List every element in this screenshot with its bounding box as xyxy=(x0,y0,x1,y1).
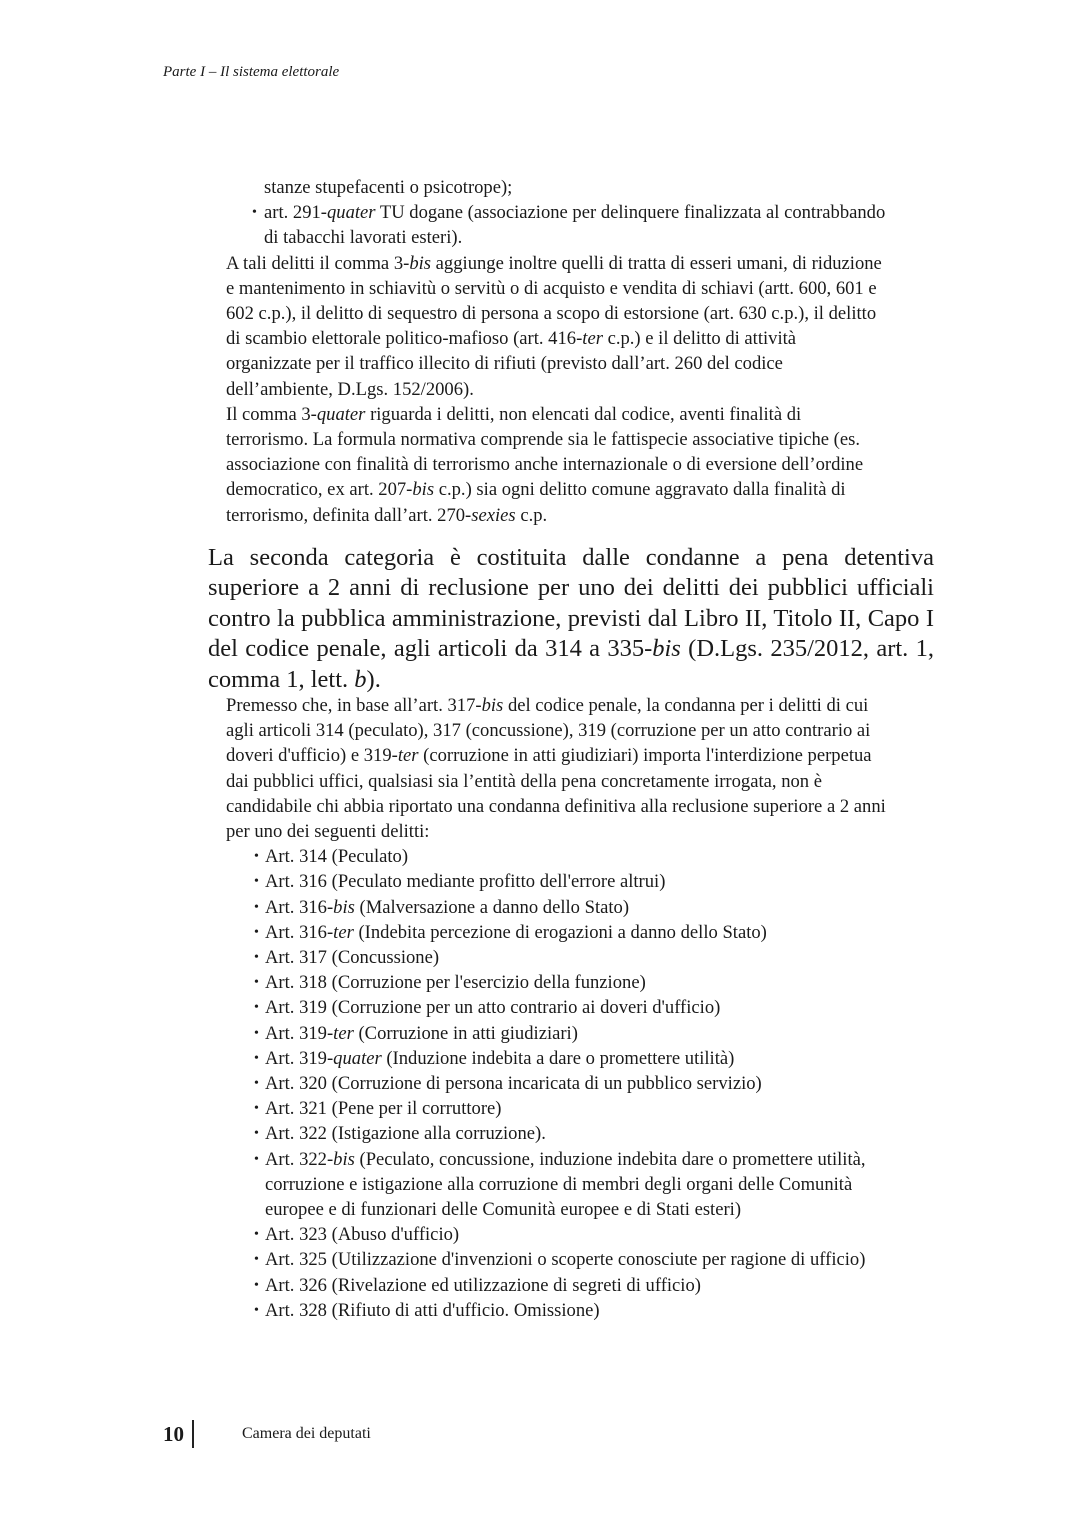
list-item-continuation: stanze stupefacenti o psicotrope); xyxy=(264,177,513,198)
publisher-name: Camera dei deputati xyxy=(242,1425,371,1442)
list-item: • Art. 322-bis (Peculato, concussione, induzione indebita dare o promettere utilità, corruzione e istigazione alla corruzione di membri degli organi delle Comunità europee e di funzionari delle Comunità europee e di Stati esteri) xyxy=(226,1147,886,1223)
list-item: • Art. 314 (Peculato) xyxy=(226,844,886,869)
paragraph-comma-3quater: Il comma 3-quater riguarda i delitti, non elencati dal codice, aventi finalità di terrorismo. La formula normativa comprende sia le fattispecie associative tipiche (es. associazione con finalità di terrorismo anche internazionale o di eversione dell’ordine democratico, ex art. 207-bis c.p.) sia ogni delitto comune aggravato dalla finalità di terrorismo, definita dall’art. 270-sexies c.p. xyxy=(226,403,864,526)
list-item: • Art. 317 (Concussione) xyxy=(226,945,886,970)
terrorism-crimes-block xyxy=(226,175,886,528)
list-item: • Art. 316-ter (Indebita percezione di erogazioni a danno dello Stato) xyxy=(226,920,886,945)
list-item: • Art. 316-bis (Malversazione a danno dello Stato) xyxy=(226,895,886,920)
second-category-paragraph: La seconda categoria è costituita dalle condanne a pena detentiva superiore a 2 anni di reclusione per uno dei delitti dei pubblici ufficiali contro la pubblica amministrazione, previsti dal Libro II, Titolo II, Capo I del codice penale, agli articoli da 314 a 335-bis (D.Lgs. 235/2012, art. 1, comma 1, lett. b). xyxy=(208,544,934,693)
footer-divider xyxy=(192,1420,194,1448)
running-head: Parte I – Il sistema elettorale xyxy=(163,64,340,80)
list-item: • Art. 316 (Peculato mediante profitto dell'errore altrui) xyxy=(226,869,886,894)
intro-paragraph: Premesso che, in base all’art. 317-bis del codice penale, la condanna per i delitti di cui agli articoli 314 (peculato), 317 (concussione), 319 (corruzione per un atto contrario ai doveri d'ufficio) e 319-ter (corruzione in atti giudiziari) importa l'interdizione perpetua dai pubblici uffici, qualsiasi sia l’entità della pena concretamente irrogata, non è candidabile chi abbia riportato una condanna definitiva alla reclusione superiore a 2 anni per uno dei seguenti delitti: xyxy=(226,695,886,843)
list-item: • Art. 318 (Corruzione per l'esercizio della funzione) xyxy=(226,970,886,995)
list-item: • Art. 325 (Utilizzazione d'invenzioni o scoperte conosciute per ragione di ufficio) xyxy=(226,1247,886,1272)
list-item: • Art. 320 (Corruzione di persona incaricata di un pubblico servizio) xyxy=(226,1071,886,1096)
list-item: • Art. 323 (Abuso d'ufficio) xyxy=(226,1222,886,1247)
page-number: 10 xyxy=(163,1421,184,1446)
articles-block xyxy=(226,693,886,1323)
list-item: • Art. 322 (Istigazione alla corruzione). xyxy=(226,1121,886,1146)
page-footer xyxy=(163,1420,371,1448)
list-item: • Art. 319-quater (Induzione indebita a dare o promettere utilità) xyxy=(226,1046,886,1071)
list-item: • Art. 328 (Rifiuto di atti d'ufficio. Omissione) xyxy=(226,1298,886,1323)
paragraph-comma-3bis: A tali delitti il comma 3-bis aggiunge inoltre quelli di tratta di esseri umani, di riduzione e mantenimento in schiavitù o servitù o di acquisto e vendita di schiavi (artt. 600, 601 e 602 c.p.), il delitto di sequestro di persona a scopo di estorsione (art. 630 c.p.), il delitto di scambio elettorale politico-mafioso (art. 416-ter c.p.) e il delitto di attività organizzate per il traffico illecito di rifiuti (previsto dall’art. 260 del codice dell’ambiente, D.Lgs. 152/2006). xyxy=(226,252,882,400)
list-item: • Art. 319-ter (Corruzione in atti giudiziari) xyxy=(226,1021,886,1046)
list-item: • Art. 326 (Rivelazione ed utilizzazione di segreti di ufficio) xyxy=(226,1273,886,1298)
list-item: • art. 291-quater TU dogane (associazione per delinquere finalizzata al contrabbando di tabacchi lavorati esteri). xyxy=(226,200,886,250)
list-item: • Art. 321 (Pene per il corruttore) xyxy=(226,1096,886,1121)
articles-list xyxy=(226,844,886,1323)
list-item: • Art. 319 (Corruzione per un atto contrario ai doveri d'ufficio) xyxy=(226,995,886,1020)
